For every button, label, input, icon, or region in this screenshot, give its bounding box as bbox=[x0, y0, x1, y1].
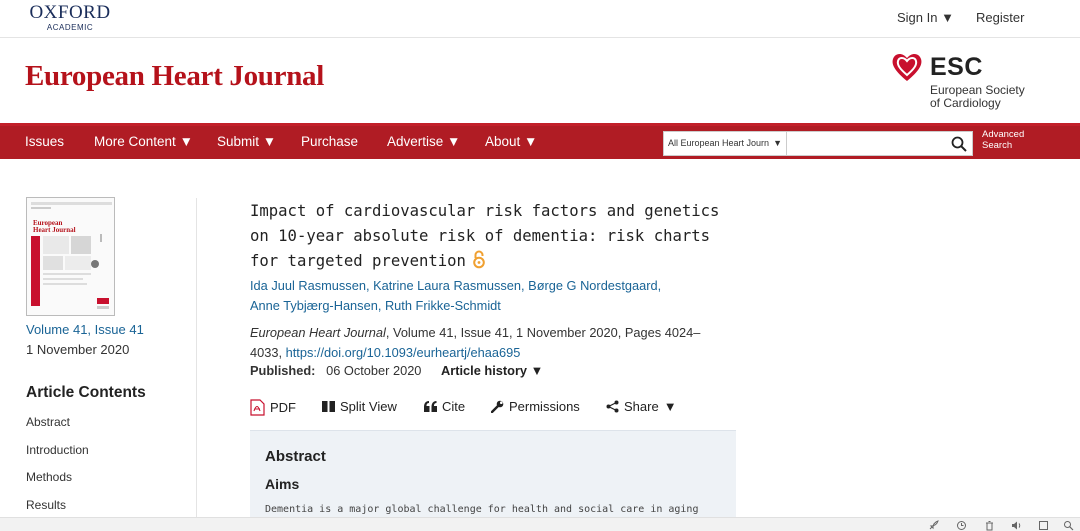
published-date: 06 October 2020 bbox=[326, 363, 422, 378]
caret-down-icon: ▼ bbox=[524, 134, 538, 149]
citation-pages-end: 4033, bbox=[250, 344, 286, 360]
issue-date: 1 November 2020 bbox=[26, 342, 130, 357]
nav-more-content[interactable] bbox=[94, 134, 193, 149]
caret-down-icon: ▼ bbox=[941, 10, 954, 25]
nav-submit[interactable] bbox=[217, 134, 276, 149]
citation bbox=[250, 323, 730, 362]
nav-issues[interactable] bbox=[25, 134, 64, 149]
oxford-academic-logo[interactable] bbox=[25, 3, 115, 32]
advanced-search-link[interactable] bbox=[982, 129, 1024, 151]
article-title-line3-wrap bbox=[250, 249, 750, 274]
citation-journal: European Heart Journal bbox=[250, 325, 386, 340]
nav-purchase-label: Purchase bbox=[301, 134, 359, 149]
rocket-icon[interactable] bbox=[928, 520, 939, 531]
cover-illustration bbox=[27, 198, 115, 316]
search-icon[interactable] bbox=[950, 135, 968, 153]
permissions-label: Permissions bbox=[509, 399, 580, 414]
window-icon[interactable] bbox=[1038, 520, 1049, 531]
author-line1: Ida Juul Rasmussen, Katrine Laura Rasmussen, Børge G Nordestgaard, bbox=[250, 278, 662, 293]
share-dropdown[interactable] bbox=[606, 399, 677, 414]
trash-icon[interactable] bbox=[984, 520, 995, 531]
published-label: Published: bbox=[250, 363, 316, 378]
cite-button[interactable] bbox=[424, 399, 465, 414]
caret-down-icon: ▼ bbox=[179, 134, 193, 149]
issue-cover-image[interactable] bbox=[26, 197, 115, 316]
nav-advertise[interactable] bbox=[387, 134, 460, 149]
main-nav bbox=[0, 123, 1080, 159]
pdf-label: PDF bbox=[270, 400, 296, 415]
author-link[interactable]: Ida Juul Rasmussen bbox=[250, 278, 366, 293]
contents-item-methods[interactable]: Methods bbox=[26, 470, 73, 484]
article-title-line2: on 10-year absolute risk of dementia: risk charts bbox=[250, 227, 711, 245]
citation-line1 bbox=[250, 323, 730, 343]
cover-journal-title bbox=[33, 220, 76, 234]
cover-title-line1: European bbox=[33, 219, 63, 227]
search-scope-value: All European Heart Journ bbox=[668, 138, 770, 148]
caret-down-icon: ▼ bbox=[530, 363, 544, 378]
author-link[interactable]: Børge G Nordestgaard bbox=[528, 278, 658, 293]
abstract-section bbox=[250, 430, 736, 531]
esc-logo[interactable] bbox=[890, 50, 1040, 112]
speaker-icon[interactable] bbox=[1011, 520, 1022, 531]
browser-status-bar bbox=[0, 517, 1080, 531]
citation-line2 bbox=[250, 343, 730, 363]
register-link[interactable]: Register bbox=[976, 10, 1025, 25]
nav-issues-label: Issues bbox=[25, 134, 65, 149]
citation-details: , Volume 41, Issue 41, 1 November 2020, Pages 4024– bbox=[385, 325, 701, 340]
esc-full-name bbox=[930, 84, 1025, 110]
esc-abbreviation: ESC bbox=[930, 53, 983, 81]
article-history-label: Article history bbox=[441, 363, 528, 378]
caret-down-icon: ▼ bbox=[663, 399, 677, 414]
author-line2: Anne Tybjærg-Hansen, Ruth Frikke-Schmidt bbox=[250, 297, 501, 313]
search-scope-select[interactable] bbox=[664, 132, 787, 155]
quote-icon bbox=[424, 401, 437, 412]
doi-link[interactable]: https://doi.org/10.1093/eurheartj/ehaa695 bbox=[285, 344, 521, 360]
pdf-button[interactable] bbox=[250, 399, 296, 416]
article-title bbox=[250, 199, 750, 274]
journal-title[interactable]: European Heart Journal bbox=[25, 60, 324, 92]
zoom-icon[interactable] bbox=[1063, 520, 1074, 531]
nav-advertise-label: Advertise bbox=[387, 134, 444, 149]
author-link[interactable]: Ruth Frikke-Schmidt bbox=[384, 297, 501, 313]
open-access-icon bbox=[472, 250, 486, 269]
share-icon bbox=[606, 400, 619, 413]
article-history-dropdown[interactable] bbox=[441, 363, 543, 378]
wrench-icon bbox=[491, 400, 504, 413]
aims-heading: Aims bbox=[265, 476, 300, 492]
share-label: Share bbox=[624, 399, 659, 414]
split-view-label: Split View bbox=[340, 399, 397, 414]
author-link[interactable]: Katrine Laura Rasmussen bbox=[373, 278, 522, 293]
contents-item-abstract[interactable]: Abstract bbox=[26, 415, 71, 429]
pdf-icon bbox=[250, 399, 265, 416]
sign-in-dropdown[interactable] bbox=[897, 10, 954, 25]
volume-issue-link[interactable]: Volume 41, Issue 41 bbox=[26, 322, 144, 337]
article-title-line1: Impact of cardiovascular risk factors and genetics bbox=[250, 202, 720, 220]
esc-name-line1: European Society bbox=[930, 83, 1025, 97]
abstract-text: Dementia is a major global challenge for health and social care in aging bbox=[265, 504, 699, 515]
cover-title-line2: Heart Journal bbox=[33, 226, 76, 234]
oxford-logo-subtext: ACADEMIC bbox=[46, 23, 94, 32]
caret-down-icon: ▼ bbox=[773, 138, 782, 148]
search-box bbox=[663, 131, 973, 156]
top-bar bbox=[0, 0, 1080, 38]
permissions-button[interactable] bbox=[491, 399, 580, 414]
caret-down-icon: ▼ bbox=[447, 134, 461, 149]
nav-purchase[interactable] bbox=[301, 134, 358, 149]
split-view-icon bbox=[322, 401, 335, 412]
nav-about[interactable] bbox=[485, 134, 537, 149]
sidebar-divider bbox=[196, 198, 197, 518]
nav-about-label: About bbox=[485, 134, 521, 149]
history-icon[interactable] bbox=[956, 520, 967, 531]
cite-label: Cite bbox=[442, 399, 466, 414]
nav-more-content-label: More Content bbox=[94, 134, 176, 149]
search-input[interactable] bbox=[788, 132, 948, 155]
article-contents-heading: Article Contents bbox=[26, 384, 146, 401]
advanced-search-line2: Search bbox=[982, 140, 1013, 151]
published-info bbox=[250, 363, 421, 378]
esc-name-line2: of Cardiology bbox=[930, 96, 1001, 110]
split-view-button[interactable] bbox=[322, 399, 397, 414]
contents-item-introduction[interactable]: Introduction bbox=[26, 443, 89, 457]
abstract-heading: Abstract bbox=[265, 448, 326, 465]
advanced-search-line1: Advanced bbox=[982, 129, 1025, 140]
author-list bbox=[250, 276, 710, 315]
oxford-logo-text: OXFORD bbox=[29, 2, 111, 23]
article-title-line3: for targeted prevention bbox=[250, 252, 466, 270]
sign-in-label: Sign In bbox=[897, 10, 938, 25]
caret-down-icon: ▼ bbox=[262, 134, 277, 149]
nav-submit-label: Submit bbox=[217, 134, 260, 149]
heart-icon bbox=[890, 50, 924, 84]
contents-item-results[interactable]: Results bbox=[26, 498, 67, 512]
author-link[interactable]: Anne Tybjærg-Hansen bbox=[250, 297, 378, 313]
